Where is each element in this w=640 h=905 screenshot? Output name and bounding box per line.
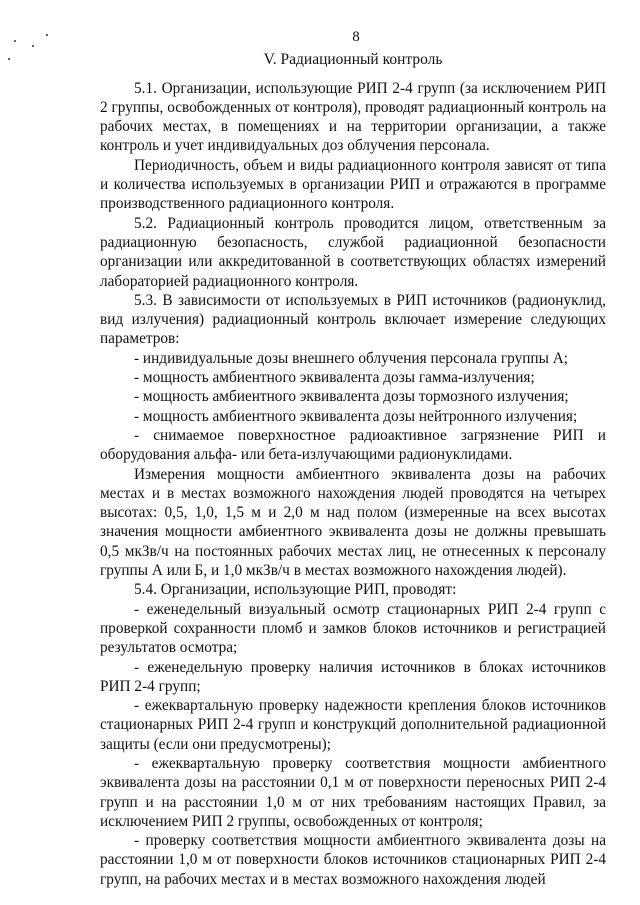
scan-speck <box>14 40 16 42</box>
paragraph-periodicity: Периодичность, объем и виды радиационного контроля зависят от типа и количества используемых в организации РИП и отражаются в программе производственного радиационного контроля. <box>100 156 606 213</box>
paragraph-measurements: Измерения мощности амбиентного эквивалента дозы на рабочих местах и в местах возможного нахождения людей проводятся на четырех высотах: 0,5, 1,0, 1,5 м и 2,0 м над полом (измеренные на всех высотах значения мощности амбиентного эквивалента дозы не должны превышать 0,5 мкЗв/ч на постоянных рабочих местах лиц, не отнесенных к персоналу группы А или Б, и 1,0 мкЗв/ч в местах возможного нахождения людей). <box>100 465 606 580</box>
paragraph-5-4: 5.4. Организации, использующие РИП, проводят: <box>134 581 457 599</box>
list-item: - мощность амбиентного эквивалента дозы нейтронного излучения; <box>134 407 578 425</box>
list-item: - снимаемое поверхностное радиоактивное загрязнение РИП и оборудования альфа- или бета-излучающими радионуклидами. <box>100 426 606 464</box>
list-item: - мощность амбиентного эквивалента дозы гамма-излучения; <box>134 369 535 387</box>
list-item: - индивидуальные дозы внешнего облучения персонала группы А; <box>134 349 569 367</box>
scan-speck <box>46 34 48 36</box>
document-page <box>100 28 606 889</box>
list-item: - проверку соответствия мощности амбиентного эквивалента дозы на расстоянии 1,0 м от поверхности блоков источников стационарных РИП 2-4 групп, на рабочих местах и в местах возможного нахождения людей <box>100 832 606 888</box>
page-number: 8 <box>352 29 360 45</box>
list-item: - еженедельную проверку наличия источников в блоках источников РИП 2-4 групп; <box>100 658 606 695</box>
list-item: - мощность амбиентного эквивалента дозы тормозного излучения; <box>134 388 569 406</box>
scan-speck <box>8 58 10 60</box>
paragraph-5-1: 5.1. Организации, использующие РИП 2-4 групп (за исключением РИП 2 группы, освобожденных от контроля), проводят радиационный контроль на рабочих местах, в помещениях и на территории организации, а также контроль и учет индивидуальных доз облучения персонала. <box>100 79 606 155</box>
paragraph-5-3: 5.3. В зависимости от используемых в РИП источников (радионуклид, вид излучения) радиационный контроль включает измерение следующих параметров: <box>100 291 606 348</box>
paragraph-5-2: 5.2. Радиационный контроль проводится лицом, ответственным за радиационную безопасность, службой радиационной безопасности организации или аккредитованной в соответствующих областях измерений лабораторией радиационного контроля. <box>100 214 606 290</box>
list-item: - ежеквартальную проверку надежности крепления блоков источников стационарных РИП 2-4 групп и конструкций дополнительной радиационной защиты (если они предусмотрены); <box>100 697 606 753</box>
section-title: V. Радиационный контроль <box>263 51 443 69</box>
scan-speck <box>32 45 34 47</box>
list-item: - еженедельный визуальный осмотр стационарных РИП 2-4 групп с проверкой сохранности пломб и замков блоков источников и регистрацией результатов осмотра; <box>100 600 606 657</box>
list-item: - ежеквартальную проверку соответствия мощности амбиентного эквивалента дозы на расстоянии 0,1 м от поверхности переносных РИП 2-4 групп и на расстоянии 1,0 м от них требованиям настоящих Правил, за исключением РИП 2 группы, освобожденных от контроля; <box>100 754 606 830</box>
